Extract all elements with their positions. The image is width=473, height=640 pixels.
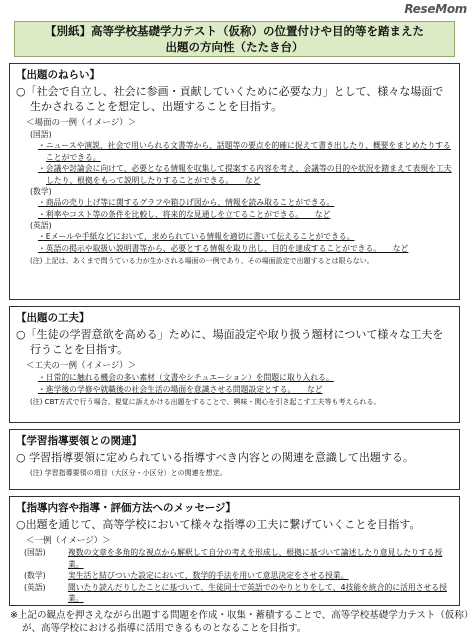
example-item: ・会議や討論会に向けて、必要となる情報を収集して提案する内容を考え、会議等の目的や状況を踏まえて表現を工夫したり、根拠をもって説明したりすることができる。 など xyxy=(38,164,452,185)
subject-label: (数学) xyxy=(30,187,52,196)
example-item: ・利率やコスト等の条件を比較し、将来的な見通しを立てることができる。 など xyxy=(38,209,331,219)
subject-label: (英語) xyxy=(30,221,52,230)
title-line-1: 【別紙】高等学校基礎学力テスト（仮称）の位置付けや目的等を踏まえた xyxy=(44,24,425,38)
section-lead: ○出題を通じて、高等学校において様々な指導の工夫に繋げていくことを目指す。 xyxy=(16,518,421,531)
example-title: ＜工夫の一例（イメージ）＞ xyxy=(26,361,137,371)
footer-note: ※上記の観点を押さえながら出題する問題を作成・収集・蓄積することで、高等学校基礎学力テスト（仮称）が、高等学校における指導に活用できるものとなることを目指す。 xyxy=(10,610,473,634)
site-logo: ReseMom xyxy=(404,2,467,16)
section-heading: 【指導内容や指導・評価方法へのメッセージ】 xyxy=(16,502,236,514)
subject-label: (英語) xyxy=(24,582,46,592)
section-lead: ○「社会で自立し、社会に参画・貢献していくために必要な力」として、様々な場面で生かされることを想定し、出題することを目指す。 xyxy=(16,85,444,113)
example-item: ・日常的に触れる機会の多い素材（文書やシチュエーション）を問題に取り入れる。 xyxy=(38,373,334,382)
section-curriculum xyxy=(9,429,460,490)
example-item: ・進学後の学修や就職後の社会生活の場面を意識させる問題設定とする。 など xyxy=(38,384,323,394)
example-text: 実生活と結びついた設定において、数学的手法を用いて意思決定をさせる授業。 xyxy=(68,571,349,580)
section-heading: 【学習指導要領との関連】 xyxy=(16,435,142,447)
subject-label: (国語) xyxy=(24,548,46,557)
section-aims xyxy=(9,63,460,300)
example-grid xyxy=(16,547,453,605)
section-heading: 【出題の工夫】 xyxy=(16,312,90,324)
page-title xyxy=(14,21,455,57)
subject-label: (数学) xyxy=(24,571,46,580)
example-item: ・ニュースや演説、社会で用いられる文書等から、話題等の要点を的確に捉えて書き出したり、概要をまとめたりすることができる。 xyxy=(38,141,451,162)
example-item: ・英語の掲示や取扱い説明書等から、必要とする情報を取り出し、目的を達成することができる。 など xyxy=(38,243,409,253)
section-ingenuity xyxy=(9,306,460,423)
section-lead: ○「生徒の学習意欲を高める」ために、場面設定や取り扱う題材について様々な工夫を行うことを目指す。 xyxy=(16,328,444,356)
section-note: (注) 上記は、あくまで問うている力が生かされる場面の一例であり、その場面設定で出題するとは限らない。 xyxy=(30,257,374,265)
example-text: 聞いたり読んだりしたことに基づいて、生徒同士で英語でのやりとりをして、4技能を統合的に活用させる授業。 xyxy=(68,582,447,603)
section-note: (注) CBT方式で行う場合、視覚に訴えかける出題をすることで、興味・関心を引き起こす工夫等も考えられる。 xyxy=(30,398,381,406)
title-line-2: 出題の方向性（たたき台） xyxy=(165,40,304,54)
example-title: ＜一例（イメージ）＞ xyxy=(26,536,111,546)
section-note: (注) 学習指導要領の項目（大区分・小区分）との関連を想定。 xyxy=(30,469,227,477)
section-lead: ○ 学習指導要領に定められている指導すべき内容との関連を意識して出題する。 xyxy=(16,451,414,464)
example-item: ・商品の売り上げ等に関するグラフや箱ひげ図から、情報を読み取ることができる。 xyxy=(38,198,335,207)
example-item: ・Eメールや手紙などにおいて、求められている情報を適切に書いて伝えることができる。 xyxy=(38,232,355,241)
section-message xyxy=(9,496,460,606)
example-title: ＜場面の一例（イメージ）＞ xyxy=(26,118,137,128)
example-text: 複数の文章を多角的な視点から解釈して自分の考えを形成し、根拠に基づいて論述したり意見したりする授業。 xyxy=(68,548,443,569)
section-heading: 【出題のねらい】 xyxy=(16,69,100,81)
subject-label: (国語) xyxy=(30,130,52,139)
